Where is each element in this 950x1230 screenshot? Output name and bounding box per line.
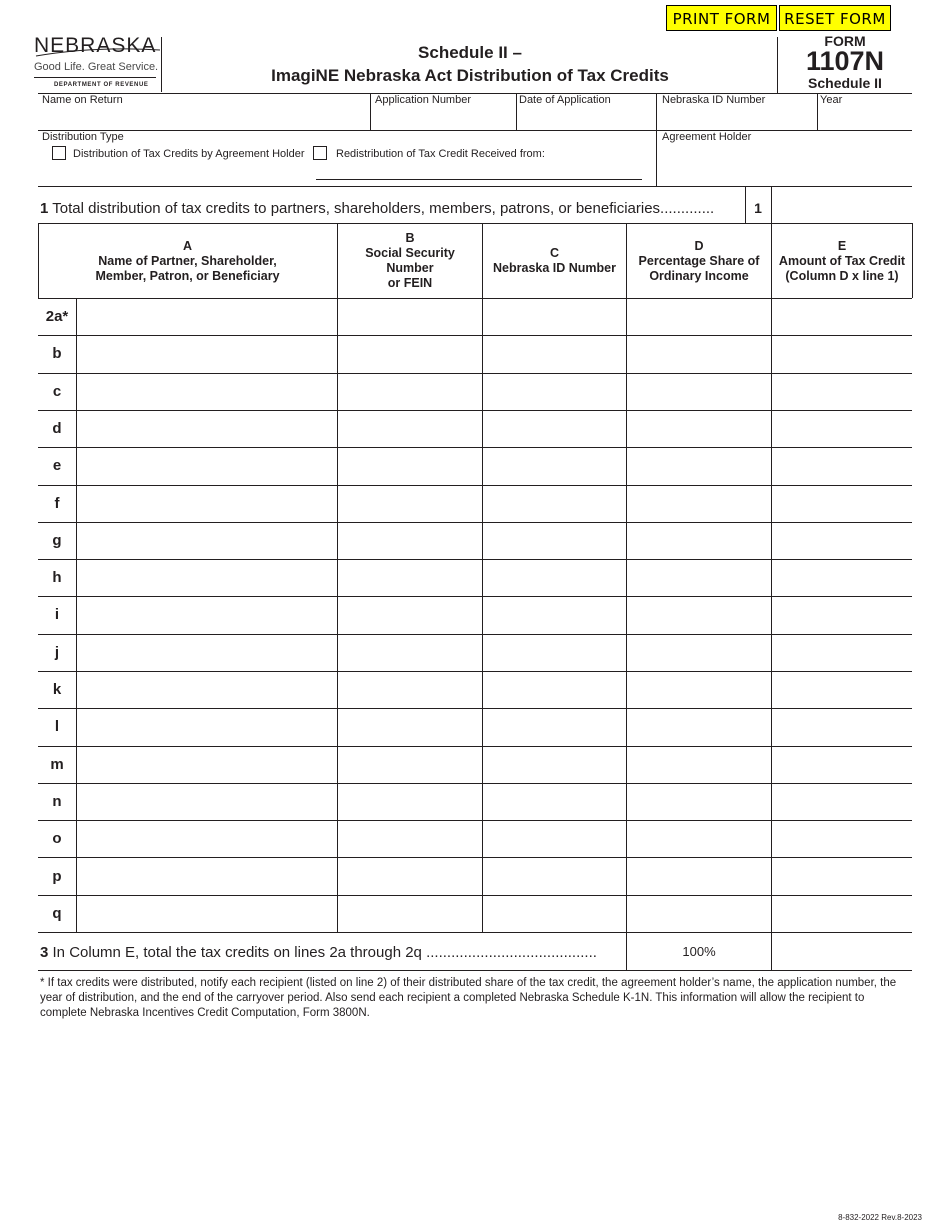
row-ssn-fein-input[interactable]: [338, 374, 482, 409]
redistribution-checkbox[interactable]: [313, 146, 327, 160]
row-ssn-fein-input[interactable]: [338, 672, 482, 707]
row-amount-input[interactable]: [772, 672, 912, 707]
logo-department: DEPARTMENT OF REVENUE: [54, 82, 149, 88]
row-label: h: [52, 569, 62, 587]
row-percentage-input[interactable]: [627, 486, 771, 521]
form-label: FORM: [824, 33, 866, 49]
row-name-input[interactable]: [77, 374, 337, 409]
row-amount-input[interactable]: [772, 597, 912, 632]
row-ssn-fein-input[interactable]: [338, 486, 482, 521]
row-ssn-fein-input[interactable]: [338, 411, 482, 446]
redistribution-from-input[interactable]: [316, 160, 642, 179]
row-amount-input[interactable]: [772, 821, 912, 856]
row-nebraska-id-input[interactable]: [483, 896, 626, 931]
row-name-input[interactable]: [77, 635, 337, 670]
line3-percent: 100%: [682, 944, 716, 959]
row-nebraska-id-input[interactable]: [483, 747, 626, 782]
row-nebraska-id-input[interactable]: [483, 560, 626, 595]
logo-swoosh-icon: [34, 44, 162, 58]
distribution-by-holder-label: Distribution of Tax Credits by Agreement Holder: [73, 148, 305, 160]
row-name-input[interactable]: [77, 747, 337, 782]
row-nebraska-id-input[interactable]: [483, 859, 626, 894]
row-label: q: [52, 904, 62, 922]
line1-total-input[interactable]: [772, 187, 912, 222]
row-amount-input[interactable]: [772, 560, 912, 595]
row-nebraska-id-input[interactable]: [483, 709, 626, 744]
row-percentage-input[interactable]: [627, 896, 771, 931]
row-percentage-input[interactable]: [627, 336, 771, 371]
row-amount-input[interactable]: [772, 411, 912, 446]
row-nebraska-id-input[interactable]: [483, 411, 626, 446]
row-label: j: [54, 643, 60, 661]
row-name-input[interactable]: [77, 896, 337, 931]
row-label: k: [52, 681, 62, 698]
row-ssn-fein-input[interactable]: [338, 523, 482, 558]
year-label: Year: [820, 94, 843, 106]
row-label: n: [52, 792, 62, 810]
page-subtitle: ImagiNE Nebraska Act Distribution of Tax Credits: [271, 66, 669, 85]
column-e-header: E Amount of Tax Credit (Column D x line 1): [778, 238, 906, 283]
logo-tagline: Good Life. Great Service.: [34, 61, 159, 73]
row-ssn-fein-input[interactable]: [338, 896, 482, 931]
name-on-return-input[interactable]: [38, 108, 370, 130]
row-ssn-fein-input[interactable]: [338, 597, 482, 632]
row-nebraska-id-input[interactable]: [483, 448, 626, 483]
row-nebraska-id-input[interactable]: [483, 523, 626, 558]
row-ssn-fein-input[interactable]: [338, 560, 482, 595]
row-name-input[interactable]: [77, 486, 337, 521]
form-schedule: Schedule II: [808, 75, 882, 91]
column-c-header: C Nebraska ID Number: [493, 246, 616, 275]
row-label: c: [52, 382, 62, 400]
row-amount-input[interactable]: [772, 635, 912, 670]
agreement-holder-input[interactable]: [657, 146, 912, 186]
row-percentage-input[interactable]: [627, 784, 771, 819]
row-percentage-input[interactable]: [627, 560, 771, 595]
row-label: g: [52, 531, 62, 549]
row-label: b: [52, 345, 62, 363]
row-percentage-input[interactable]: [627, 299, 771, 334]
row-name-input[interactable]: [77, 560, 337, 595]
row-percentage-input[interactable]: [627, 411, 771, 446]
row-percentage-input[interactable]: [627, 597, 771, 632]
row-name-input[interactable]: [77, 411, 337, 446]
row-ssn-fein-input[interactable]: [338, 784, 482, 819]
year-input[interactable]: [818, 108, 912, 130]
row-percentage-input[interactable]: [627, 709, 771, 744]
line3-text: 3 In Column E, total the tax credits on lines 2a through 2q .........................................: [40, 944, 597, 961]
row-label: f: [54, 494, 60, 512]
form-number: 1107N: [805, 46, 885, 76]
column-d-header: D Percentage Share of Ordinary Income: [638, 238, 760, 283]
line1-text: 1 Total distribution of tax credits to partners, shareholders, members, patrons, or beneficiaries.............: [40, 200, 715, 217]
date-of-application-label: Date of Application: [519, 94, 611, 106]
row-amount-input[interactable]: [772, 523, 912, 558]
row-ssn-fein-input[interactable]: [338, 299, 482, 334]
row-amount-input[interactable]: [772, 374, 912, 409]
row-ssn-fein-input[interactable]: [338, 635, 482, 670]
row-nebraska-id-input[interactable]: [483, 784, 626, 819]
nebraska-id-label: Nebraska ID Number: [662, 94, 766, 106]
row-percentage-input[interactable]: [627, 672, 771, 707]
logo-wordmark: NEBRASKA: [34, 34, 157, 57]
row-name-input[interactable]: [77, 672, 337, 707]
column-a-header: A Name of Partner, Shareholder, Member, Patron, or Beneficiary: [95, 238, 280, 283]
row-name-input[interactable]: [77, 523, 337, 558]
row-ssn-fein-input[interactable]: [338, 709, 482, 744]
row-name-input[interactable]: [77, 859, 337, 894]
row-label: e: [52, 457, 62, 475]
row-percentage-input[interactable]: [627, 523, 771, 558]
row-label: l: [54, 718, 60, 736]
row-nebraska-id-input[interactable]: [483, 821, 626, 856]
application-number-input[interactable]: [371, 108, 516, 130]
row-label: i: [54, 606, 60, 624]
row-label: o: [52, 830, 62, 848]
print-form-button[interactable]: PRINT FORM: [666, 5, 777, 31]
line1-box-label: 1: [754, 200, 762, 216]
row-name-input[interactable]: [77, 821, 337, 856]
row-percentage-input[interactable]: [627, 635, 771, 670]
row-amount-input[interactable]: [772, 747, 912, 782]
line3-total-input[interactable]: [772, 934, 912, 969]
row-percentage-input[interactable]: [627, 747, 771, 782]
distribution-by-holder-checkbox[interactable]: [52, 146, 66, 160]
row-name-input[interactable]: [77, 336, 337, 371]
row-percentage-input[interactable]: [627, 821, 771, 856]
row-ssn-fein-input[interactable]: [338, 859, 482, 894]
row-amount-input[interactable]: [772, 896, 912, 931]
row-nebraska-id-input[interactable]: [483, 299, 626, 334]
row-amount-input[interactable]: [772, 336, 912, 371]
row-nebraska-id-input[interactable]: [483, 597, 626, 632]
row-name-input[interactable]: [77, 709, 337, 744]
row-nebraska-id-input[interactable]: [483, 486, 626, 521]
row-ssn-fein-input[interactable]: [338, 821, 482, 856]
row-percentage-input[interactable]: [627, 859, 771, 894]
row-nebraska-id-input[interactable]: [483, 672, 626, 707]
redistribution-label: Redistribution of Tax Credit Received from:: [336, 148, 545, 160]
row-amount-input[interactable]: [772, 859, 912, 894]
row-nebraska-id-input[interactable]: [483, 336, 626, 371]
row-nebraska-id-input[interactable]: [483, 374, 626, 409]
distribution-type-label: Distribution Type: [42, 131, 124, 143]
row-label: m: [50, 755, 64, 773]
agreement-holder-label: Agreement Holder: [662, 131, 752, 143]
row-name-input[interactable]: [77, 299, 337, 334]
application-number-label: Application Number: [375, 94, 471, 106]
row-amount-input[interactable]: [772, 709, 912, 744]
row-ssn-fein-input[interactable]: [338, 448, 482, 483]
row-nebraska-id-input[interactable]: [483, 635, 626, 670]
row-label: d: [52, 419, 62, 437]
reset-form-button[interactable]: RESET FORM: [779, 5, 891, 31]
row-amount-input[interactable]: [772, 448, 912, 483]
row-amount-input[interactable]: [772, 299, 912, 334]
row-amount-input[interactable]: [772, 784, 912, 819]
row-ssn-fein-input[interactable]: [338, 747, 482, 782]
row-name-input[interactable]: [77, 448, 337, 483]
row-name-input[interactable]: [77, 784, 337, 819]
revision-number: 8-832-2022 Rev.8-2023: [838, 1213, 922, 1222]
column-b-header: B Social Security Number or FEIN: [365, 231, 455, 290]
nebraska-id-input[interactable]: [657, 108, 817, 130]
row-percentage-input[interactable]: [627, 374, 771, 409]
row-ssn-fein-input[interactable]: [338, 336, 482, 371]
name-on-return-label: Name on Return: [42, 94, 123, 106]
row-label: p: [52, 867, 62, 885]
footnote: * If tax credits were distributed, notify each recipient (listed on line 2) of their distributed share of the tax credit, the agreement holder’s name, the application number, the year of distribution, and the end of the carryover period. Also send each recipient a completed Nebraska Schedule K-1N. This information will allow the recipient to complete Nebraska Incentives Credit Computation, Form 3800N.: [40, 977, 897, 1019]
row-amount-input[interactable]: [772, 486, 912, 521]
row-label: 2a*: [45, 308, 69, 325]
page-title: Schedule II –: [418, 43, 522, 62]
date-of-application-input[interactable]: [517, 108, 656, 130]
row-percentage-input[interactable]: [627, 448, 771, 483]
row-name-input[interactable]: [77, 597, 337, 632]
